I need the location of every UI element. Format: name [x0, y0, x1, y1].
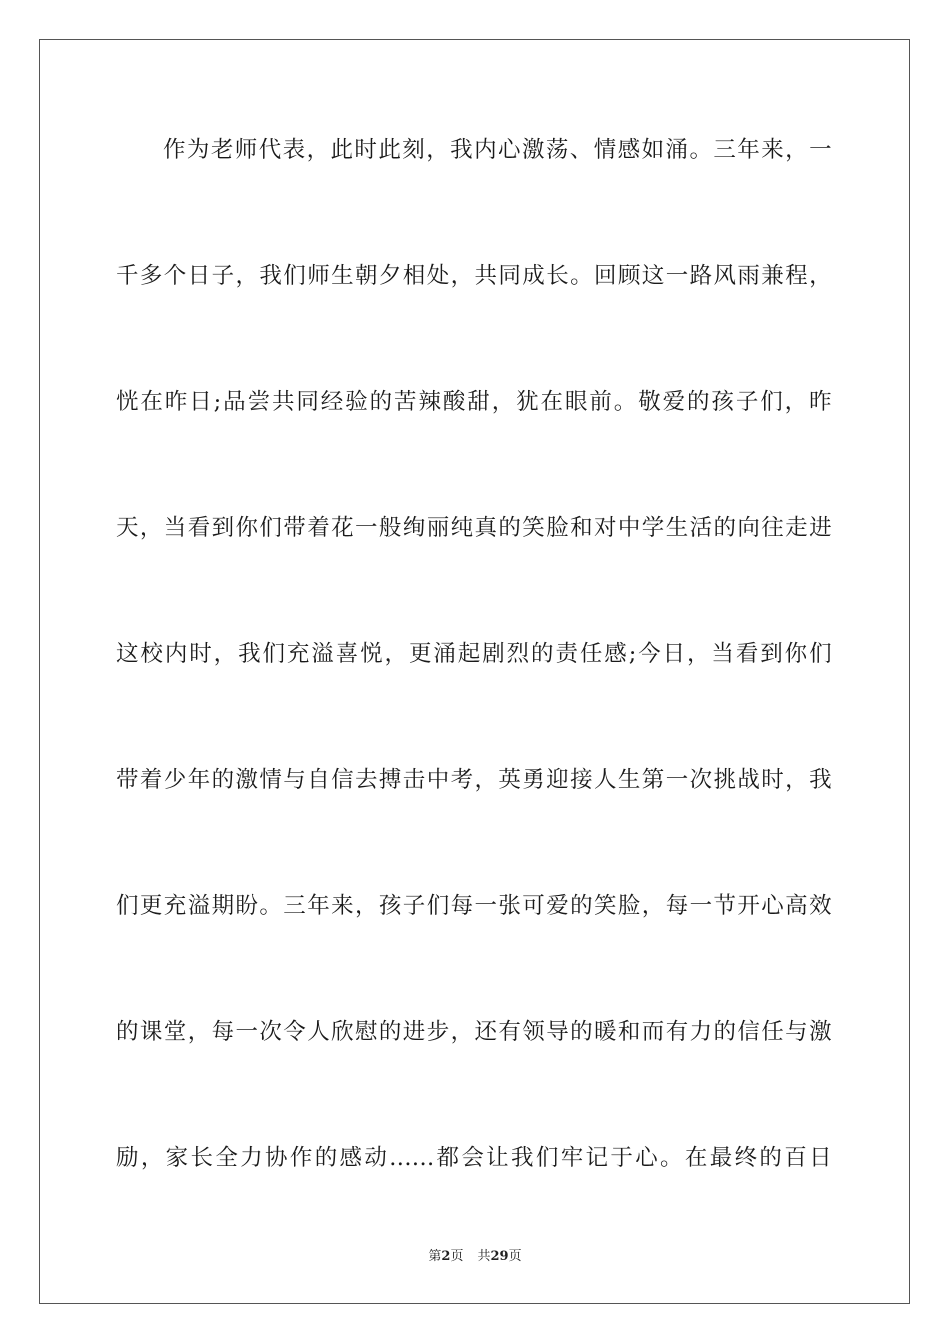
page-suffix: 页 — [450, 1249, 464, 1264]
page-prefix: 第 — [428, 1249, 442, 1264]
text-line: 千多个日子，我们师生朝夕相处，共同成长。回顾这一路风雨兼程， — [116, 263, 832, 289]
total-prefix: 共 — [477, 1249, 491, 1264]
page-number: 2 — [441, 1249, 451, 1264]
text-line: 带着少年的激情与自信去搏击中考，英勇迎接人生第一次挑战时，我 — [116, 767, 832, 793]
text-line: 恍在昨日;品尝共同经验的苦辣酸甜，犹在眼前。敬爱的孩子们，昨 — [116, 389, 832, 415]
page-footer — [0, 1245, 950, 1264]
text-line: 天，当看到你们带着花一般绚丽纯真的笑脸和对中学生活的向往走进 — [116, 515, 832, 541]
total-pages: 29 — [490, 1249, 509, 1264]
text-line: 作为老师代表，此时此刻，我内心激荡、情感如涌。三年来，一 — [163, 137, 832, 163]
text-line: 们更充溢期盼。三年来，孩子们每一张可爱的笑脸，每一节开心高效 — [116, 893, 832, 919]
body-paragraph — [116, 125, 832, 1259]
total-suffix: 页 — [508, 1249, 522, 1264]
text-line: 这校内时，我们充溢喜悦，更涌起剧烈的责任感;今日，当看到你们 — [116, 641, 832, 667]
text-line: 的课堂，每一次令人欣慰的进步，还有领导的暖和而有力的信任与激 — [116, 1019, 832, 1045]
text-line: 励，家长全力协作的感动......都会让我们牢记于心。在最终的百日 — [116, 1145, 832, 1171]
